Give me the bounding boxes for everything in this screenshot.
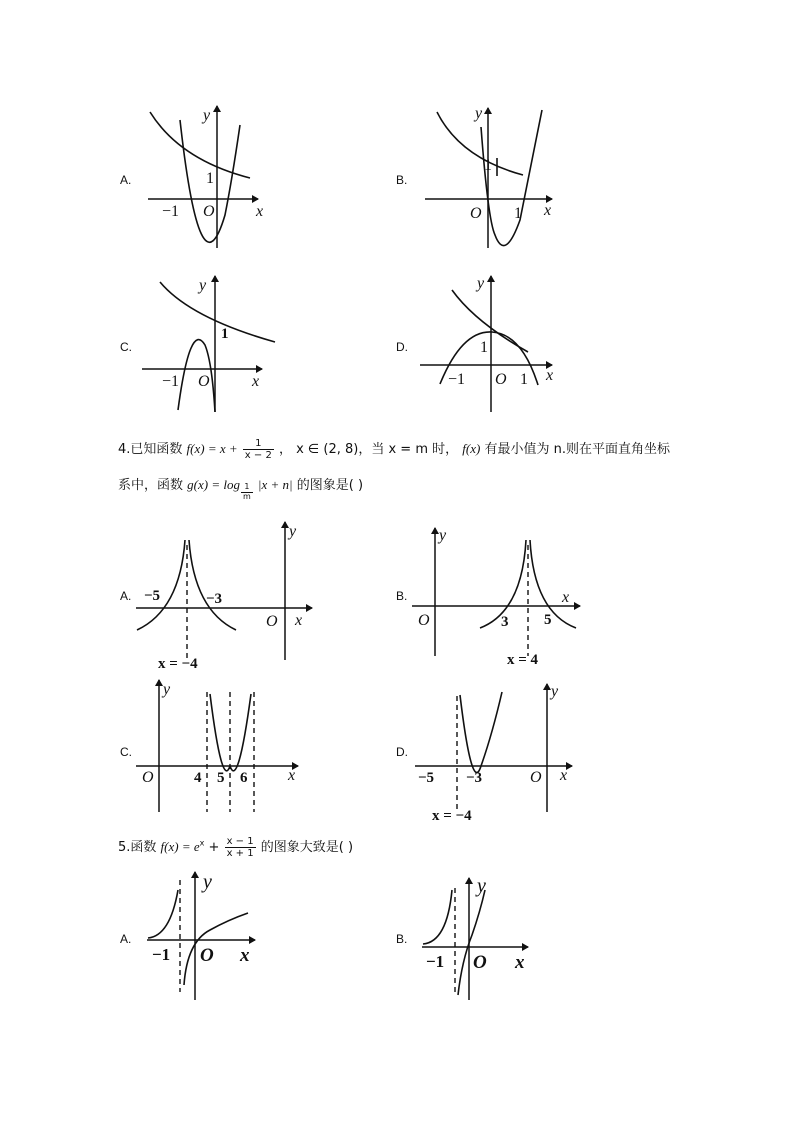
q4-fx: f(x) = x +	[186, 441, 238, 456]
x-label: x	[560, 767, 568, 784]
exp-curve	[452, 290, 528, 352]
q4-text3: 系中，函数	[118, 478, 184, 493]
x-label: x	[544, 202, 552, 219]
x-label: x	[295, 612, 303, 629]
parabola-curve	[460, 692, 502, 773]
tick-4: 4	[194, 770, 202, 786]
q3-graph-c[interactable]	[142, 276, 275, 412]
q4-graph-b[interactable]	[412, 527, 580, 668]
y-label: y	[551, 683, 559, 700]
q4-graph-a[interactable]	[136, 522, 312, 672]
y-label: y	[289, 523, 297, 540]
q4-abs: |x + n|	[257, 477, 293, 492]
q4-base-num: 1	[241, 483, 253, 493]
tick-neg5: −5	[144, 588, 161, 604]
tick-1-y: 1	[484, 157, 492, 174]
tick-neg5: −5	[418, 770, 435, 786]
left-branch	[423, 890, 452, 944]
origin-label: O	[200, 945, 214, 966]
q5-graph-a[interactable]	[147, 871, 255, 1000]
q4-text4: 的图象是( )	[296, 478, 364, 493]
tick-neg1: −1	[448, 371, 466, 388]
tick-neg1: −1	[152, 945, 171, 964]
q3-graph-b[interactable]	[425, 105, 552, 248]
y-label: y	[203, 871, 212, 893]
asymptote-label: x = −4	[158, 656, 198, 672]
q4-domain: ， x ∈ (2, 8)，当 x = m 时，	[278, 442, 459, 457]
q5-fx: f(x) = e	[160, 839, 200, 854]
tick-1-x: 1	[520, 371, 528, 388]
exp-curve	[160, 282, 275, 342]
origin-label: O	[266, 613, 278, 630]
asymptote-label: x = 4	[507, 652, 539, 668]
x-label: x	[252, 373, 260, 390]
tick-1: 1	[221, 326, 229, 342]
x-label: x	[515, 952, 525, 973]
q5-text2: 的图象大致是( )	[260, 840, 354, 855]
q5-option-b-label[interactable]: B.	[396, 932, 408, 946]
q3-option-b-label[interactable]: B.	[396, 173, 408, 187]
q3-option-d-label[interactable]: D.	[396, 340, 408, 354]
origin-label: O	[203, 203, 215, 220]
origin-label: O	[473, 952, 487, 973]
tick-1-y: 1	[480, 339, 488, 356]
q4-option-a-label[interactable]: A.	[120, 589, 132, 603]
origin-label: O	[470, 205, 482, 222]
tick-1: 1	[206, 170, 214, 187]
x-label: x	[240, 945, 250, 966]
x-label: x	[562, 589, 570, 606]
x-label: x	[256, 203, 264, 220]
tick-neg3: −3	[466, 770, 483, 786]
q4-option-d-label[interactable]: D.	[396, 745, 408, 759]
q5-graph-b[interactable]	[422, 875, 528, 1000]
y-label: y	[199, 277, 207, 294]
q3-option-c-label[interactable]: C.	[120, 340, 132, 354]
left-branch	[148, 890, 178, 938]
tick-6: 6	[240, 770, 248, 786]
tick-neg3: −3	[206, 591, 223, 607]
origin-label: O	[198, 373, 210, 390]
q3-graph-d[interactable]	[420, 275, 553, 412]
right-branch	[530, 540, 576, 628]
y-label: y	[203, 107, 211, 124]
left-branch	[137, 540, 185, 630]
q5-intro: 5.函数	[118, 840, 157, 855]
q4-option-c-label[interactable]: C.	[120, 745, 132, 759]
tick-neg1: −1	[162, 373, 180, 390]
q3-option-a-label[interactable]: A.	[120, 173, 132, 187]
y-label: y	[477, 275, 485, 292]
origin-label: O	[418, 612, 430, 629]
q4-text2: 有最小值为 n.则在平面直角坐标	[484, 442, 670, 457]
q5-frac-den: x + 1	[226, 848, 254, 859]
tick-5: 5	[544, 612, 552, 628]
y-label: y	[475, 105, 483, 122]
q5-frac-num: x − 1	[226, 836, 254, 847]
tick-neg1: −1	[426, 952, 445, 971]
tick-5: 5	[217, 770, 225, 786]
q4-frac-num: 1	[243, 438, 274, 450]
origin-label: O	[530, 769, 542, 786]
q4-intro: 4.已知函数	[118, 442, 183, 457]
tick-3: 3	[501, 614, 509, 630]
q4-fx2: f(x)	[462, 441, 481, 456]
tick-1-x: 1	[514, 205, 522, 222]
parabola-curve	[481, 110, 542, 246]
q4-option-b-label[interactable]: B.	[396, 589, 408, 603]
x-label: x	[288, 767, 296, 784]
y-label: y	[439, 527, 447, 544]
asymptote-label: x = −4	[432, 808, 472, 824]
q5-exp: x	[199, 838, 205, 848]
q4-graph-c[interactable]	[136, 680, 298, 812]
tick-neg1: −1	[162, 203, 180, 220]
q4-base-den: m	[242, 492, 251, 501]
right-branch	[184, 913, 248, 985]
q4-frac-den: x − 2	[244, 450, 272, 461]
q4-gx: g(x) = log	[187, 477, 240, 492]
q4-graph-d[interactable]	[415, 683, 572, 824]
exp-curve	[150, 112, 250, 178]
x-label: x	[546, 367, 554, 384]
q3-graph-a[interactable]	[148, 106, 263, 248]
q5-plus: +	[208, 840, 220, 855]
origin-label: O	[495, 371, 507, 388]
y-label: y	[477, 875, 486, 897]
origin-label: O	[142, 769, 154, 786]
right-branch	[189, 540, 236, 630]
y-label: y	[163, 681, 171, 698]
q5-option-a-label[interactable]: A.	[120, 932, 132, 946]
right-branch	[458, 890, 485, 995]
